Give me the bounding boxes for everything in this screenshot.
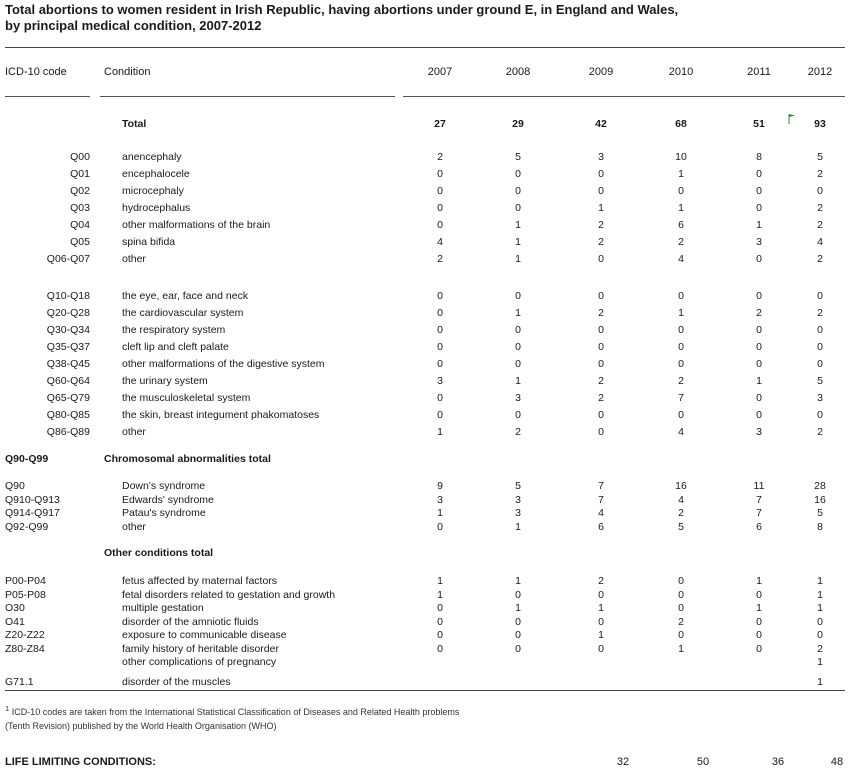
cell-value: 1 [817,656,823,668]
cell-value: 4 [598,507,604,519]
cell-value: 0 [437,392,443,404]
chromosomal-total-row [0,453,850,468]
condition-name: other complications of pregnancy [122,656,277,668]
cell-value: 0 [817,324,823,336]
cell-value: 2 [678,615,684,628]
condition-name: the urinary system [122,375,208,387]
cell-value: 0 [437,358,443,370]
cell-value: 1 [678,307,684,319]
cell-value: 0 [437,642,443,655]
table-row [0,409,850,424]
icd-code: O30 [5,602,25,614]
cell-value: 0 [756,615,762,628]
other-conditions-total-row [0,547,850,562]
cell-value: 4 [678,493,684,506]
cell-value: 2 [756,307,762,319]
cell-value: 3 [515,392,521,404]
icd-code: Q80-Q85 [46,409,90,421]
table-row [0,676,850,691]
table-row [0,341,850,356]
cell-value: 1 [515,520,521,533]
other-conditions-label: Other conditions total [104,547,214,559]
cell-value: 7 [678,392,684,404]
icd-code: Q05 [70,236,90,248]
cell-value: 0 [437,341,443,353]
cell-value: 2 [437,253,443,265]
cell-value: 1 [678,642,684,655]
icd-code: Q92-Q99 [5,520,49,533]
table-title [5,2,678,34]
cell-value: 2 [817,202,823,214]
condition-name: other [122,520,146,533]
cell-value: 3 [598,151,604,163]
cell-value: 1 [515,236,521,248]
cell-value: 1 [598,202,604,214]
condition-name: other [122,253,146,265]
cell-value: 0 [515,588,521,601]
cell-value: 0 [598,168,604,180]
cell-value: 0 [515,615,521,628]
condition-name: cleft lip and cleft palate [122,341,229,353]
cell-value: 1 [756,602,762,614]
cell-value: 2 [678,236,684,248]
table-row [0,426,850,441]
header-year-2010: 2010 [668,66,694,78]
cell-value: 1 [817,602,823,614]
condition-name: the eye, ear, face and neck [122,290,249,302]
cell-value: 5 [678,520,684,533]
cell-value: 8 [756,151,762,163]
icd-code: Q03 [70,202,90,214]
cell-value: 3 [515,493,521,506]
cell-value: 0 [756,409,762,421]
cell-value: 0 [678,575,684,587]
title-line-2: by principal medical condition, 2007-2012 [5,18,262,33]
cell-value: 0 [437,602,443,614]
icd-code: O41 [5,615,25,628]
cell-value: 2 [817,642,823,655]
cell-value: 0 [756,185,762,197]
cell-value: 7 [756,507,762,519]
cell-value: 2 [678,507,684,519]
cell-value: 1 [756,375,762,387]
icd-code: Q65-Q79 [46,392,90,404]
cell-value: 3 [515,507,521,519]
condition-name: the respiratory system [122,324,226,336]
cell-value: 0 [756,290,762,302]
cell-value: 1 [515,219,521,231]
cell-value: 0 [598,253,604,265]
table-row [0,392,850,407]
condition-name: the cardiovascular system [122,307,244,319]
condition-name: the musculoskeletal system [122,392,251,404]
cell-value: 2 [817,219,823,231]
header-rule-years [403,96,845,97]
cell-value: 2 [598,392,604,404]
icd-code: Q38-Q45 [46,358,90,370]
cell-value: 0 [817,185,823,197]
cell-value: 1 [817,575,823,587]
icd-code: P00-P04 [5,575,46,587]
cell-value: 1 [437,426,443,438]
cell-value: 0 [756,358,762,370]
cell-value: 0 [437,409,443,421]
cell-value: 0 [437,615,443,628]
condition-name: hydrocephalus [122,202,191,214]
cell-value: 1 [437,575,443,587]
cell-value: 0 [598,358,604,370]
condition-name: Edwards' syndrome [122,493,214,506]
cell-value: 2 [598,307,604,319]
icd-code: Z20-Z22 [5,629,45,641]
cell-value: 0 [515,168,521,180]
cell-value: 2 [598,575,604,587]
total-2012: 93 [814,118,826,130]
condition-name: fetus affected by maternal factors [122,575,278,587]
cell-value: 0 [437,324,443,336]
life-limiting-value-4: 48 [830,756,844,768]
cell-value: 0 [678,341,684,353]
cell-value: 0 [756,642,762,655]
icd-code: Q35-Q37 [46,341,90,353]
cell-value: 0 [678,588,684,601]
cell-value: 4 [678,426,684,438]
header-year-2007: 2007 [427,66,453,78]
cell-value: 2 [598,236,604,248]
cell-value: 0 [598,290,604,302]
cell-value: 5 [515,151,521,163]
cell-value: 0 [756,341,762,353]
condition-name: multiple gestation [122,602,204,614]
condition-name: disorder of the amniotic fluids [122,615,259,628]
cell-value: 3 [817,392,823,404]
total-label: Total [122,118,147,130]
cell-value: 6 [598,520,604,533]
condition-name: exposure to communicable disease [122,629,287,641]
condition-name: disorder of the muscles [122,676,231,688]
table-row [0,151,850,166]
cell-value: 0 [515,358,521,370]
cell-value: 1 [437,588,443,601]
icd-code: Q90 [5,480,25,492]
icd-code: Q00 [70,151,90,163]
icd-code: Q01 [70,168,90,180]
life-limiting-value-1: 32 [616,756,630,768]
table-row [0,202,850,217]
cell-value: 2 [817,253,823,265]
icd-code: Z80-Z84 [5,642,45,655]
cell-value: 0 [678,290,684,302]
footnote-line-1: $^1$ ICD-10 codes are taken from the International Statistical Classification of Diseases and Related Health problems [5,704,460,717]
condition-name: Down's syndrome [122,480,206,492]
cell-value: 0 [678,629,684,641]
icd-code: Q04 [70,219,90,231]
cell-value: 11 [753,480,765,492]
cell-value: 1 [515,253,521,265]
title-line-1: Total abortions to women resident in Irish Republic, having abortions under ground E, in England and Wales, [5,2,679,17]
cell-value: 0 [598,341,604,353]
cell-value: 3 [756,236,762,248]
cell-value: 0 [437,520,443,533]
table-row [0,236,850,251]
icd-code: G71.1 [5,676,34,688]
cell-value: 0 [756,588,762,601]
cell-value: 0 [678,185,684,197]
cell-value: 1 [515,307,521,319]
total-2009: 42 [595,118,607,130]
cell-value: 2 [437,151,443,163]
cell-value: 7 [756,493,762,506]
icd-code: Q10-Q18 [46,290,90,302]
cell-value: 7 [598,480,604,492]
cell-value: 0 [598,324,604,336]
header-code: ICD-10 code [5,66,67,78]
chromosomal-code: Q90-Q99 [5,453,49,465]
cell-value: 5 [515,480,521,492]
cell-value: 2 [678,375,684,387]
condition-name: other malformations of the digestive system [122,358,325,370]
header-year-2009: 2009 [588,66,614,78]
cell-value: 1 [515,602,521,614]
cell-value: 0 [437,307,443,319]
table-row [0,307,850,322]
cell-value: 0 [598,588,604,601]
condition-name: family history of heritable disorder [122,642,279,655]
cell-value: 0 [678,409,684,421]
condition-name: anencephaly [122,151,182,163]
condition-name: the skin, breast integument phakomatoses [122,409,320,421]
cell-value: 0 [515,341,521,353]
cell-value: 0 [515,409,521,421]
cell-value: 0 [756,168,762,180]
icd-code: Q20-Q28 [46,307,90,319]
life-limiting-label: LIFE LIMITING CONDITIONS: [5,756,156,768]
chromosomal-label: Chromosomal abnormalities total [104,453,271,465]
cell-value: 0 [515,185,521,197]
icd-code: Q06-Q07 [46,253,90,265]
cell-value: 0 [756,202,762,214]
cell-value: 3 [756,426,762,438]
total-2011: 51 [753,118,765,130]
cell-value: 16 [675,480,687,492]
cell-value: 0 [437,202,443,214]
cell-value: 0 [817,629,823,641]
cell-value: 1 [515,375,521,387]
cell-value: 4 [437,236,443,248]
cell-value: 0 [515,290,521,302]
cell-value: 0 [515,202,521,214]
cell-value: 0 [598,615,604,628]
header-year-2011: 2011 [747,66,771,78]
life-limiting-value-2: 50 [696,756,710,768]
cell-value: 3 [437,375,443,387]
cell-value: 0 [817,615,823,628]
cell-value: 2 [817,307,823,319]
cell-value: 0 [598,409,604,421]
header-rule-condition [100,96,395,97]
cell-value: 1 [598,629,604,641]
cell-value: 1 [678,168,684,180]
cell-value: 4 [678,253,684,265]
total-2008: 29 [512,118,524,130]
cell-value: 16 [814,493,826,506]
cell-value: 0 [678,324,684,336]
table-row [0,290,850,305]
top-rule [5,47,845,48]
cell-value: 3 [437,493,443,506]
cell-value: 2 [598,219,604,231]
cell-value: 6 [756,520,762,533]
cell-value: 2 [817,168,823,180]
total-row [0,118,850,133]
icd-code: Q30-Q34 [46,324,90,336]
icd-code: Q910-Q913 [5,493,60,506]
cell-value: 0 [515,642,521,655]
cell-value: 10 [675,151,687,163]
table-row [0,375,850,390]
table-row [0,168,850,183]
cell-value: 9 [437,480,443,492]
bottom-rule [5,690,845,691]
cell-value: 0 [817,358,823,370]
footnote [5,702,459,733]
header-year-2012: 2012 [807,66,833,78]
cell-value: 1 [515,575,521,587]
cell-value: 0 [598,185,604,197]
icd-code: Q02 [70,185,90,197]
cell-value: 4 [817,236,823,248]
table-row [0,185,850,200]
cell-value: 0 [437,185,443,197]
cell-value: 0 [515,629,521,641]
cell-value: 5 [817,507,823,519]
cell-value: 0 [756,629,762,641]
cell-value: 0 [598,426,604,438]
header-year-2008: 2008 [505,66,531,78]
cell-value: 0 [678,602,684,614]
condition-name: other [122,426,146,438]
cell-value: 5 [817,375,823,387]
condition-name: Patau's syndrome [122,507,206,519]
cell-value: 5 [817,151,823,163]
cell-value: 2 [817,426,823,438]
icd-code: Q914-Q917 [5,507,60,519]
cell-value: 0 [817,290,823,302]
cell-value: 6 [678,219,684,231]
cell-value: 28 [814,480,826,492]
cell-value: 1 [598,602,604,614]
total-2007: 27 [434,118,446,130]
life-limiting-value-3: 36 [771,756,785,768]
cell-value: 1 [756,219,762,231]
cell-value: 1 [437,507,443,519]
cell-value: 8 [817,520,823,533]
cell-value: 0 [437,219,443,231]
table-row [0,521,850,536]
icd-code: P05-P08 [5,588,46,601]
cell-value: 1 [817,676,823,688]
condition-name: other malformations of the brain [122,219,271,231]
table-row [0,656,850,671]
cell-value: 0 [437,629,443,641]
cell-value: 0 [437,168,443,180]
icd-code: Q86-Q89 [46,426,90,438]
cell-value: 2 [598,375,604,387]
cell-value: 0 [756,324,762,336]
cell-value: 0 [678,358,684,370]
header-condition: Condition [104,66,151,78]
condition-name: fetal disorders related to gestation and growth [122,588,336,601]
cell-value: 1 [678,202,684,214]
condition-name: encephalocele [122,168,190,180]
cell-value: 0 [817,341,823,353]
table-row [0,219,850,234]
cell-value: 2 [515,426,521,438]
table-row [0,324,850,339]
footnote-line-2: (Tenth Revision) published by the World Health Organisation (WHO) [5,721,277,731]
cell-value: 0 [817,409,823,421]
cell-value: 0 [756,253,762,265]
green-flag-icon [788,114,796,124]
cell-value: 0 [515,324,521,336]
table-row [0,358,850,373]
icd-code: Q60-Q64 [46,375,90,387]
cell-value: 0 [756,392,762,404]
table-row [0,253,850,268]
condition-name: microcephaly [122,185,184,197]
condition-name: spina bifida [122,236,176,248]
header-rule-code [5,96,90,97]
cell-value: 0 [598,642,604,655]
cell-value: 7 [598,493,604,506]
total-2010: 68 [675,118,687,130]
cell-value: 1 [817,588,823,601]
cell-value: 1 [756,575,762,587]
cell-value: 0 [437,290,443,302]
